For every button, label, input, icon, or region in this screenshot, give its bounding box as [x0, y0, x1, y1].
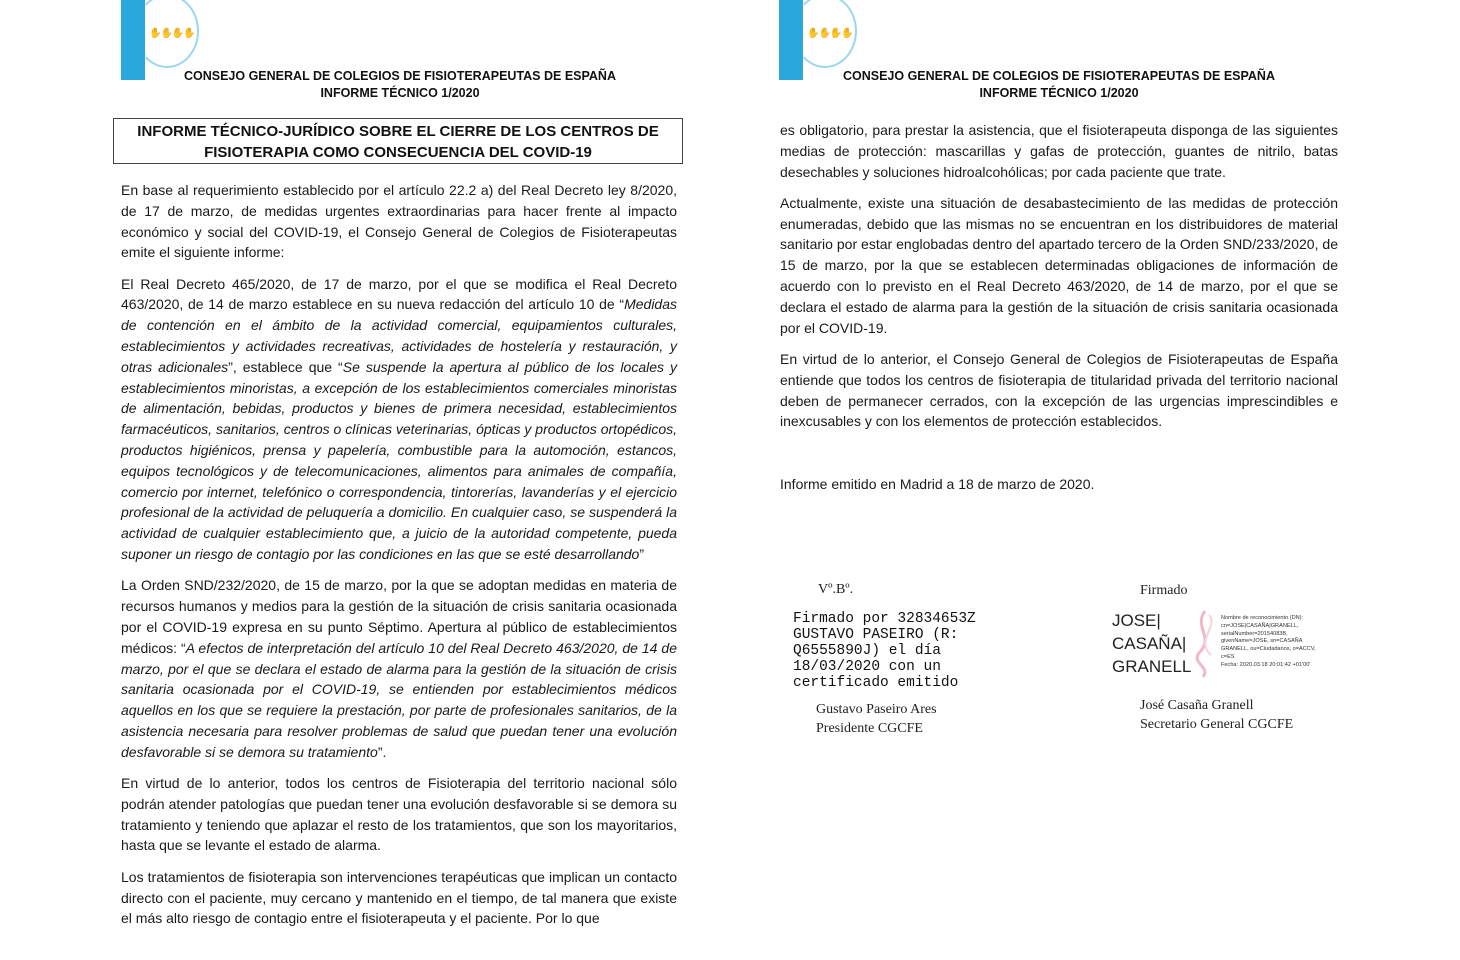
org-name: CONSEJO GENERAL DE COLEGIOS DE FISIOTERAPEUTAS DE ESPAÑA	[842, 69, 1275, 83]
signer-left	[816, 700, 937, 738]
paragraph-obligatorio: es obligatorio, para prestar la asistencia, que el fisioterapeuta disponga de las siguientes medias de protección: mascarillas y gafas de protección, guantes de nitrilo, batas desechables y soluciones hidroalcohólicas; por cada paciente que trate.	[780, 122, 1338, 180]
paragraph-desabastecimiento: Actualmente, existe una situación de desabastecimiento de las medidas de protección enumeradas, debido que las mismas no se encuentran en los distribuidores de material sanitario por estar englobadas dentro del apartado tercero de la Orden SND/233/2020, de 15 de marzo, por la que se establecen determinadas obligaciones de información de acuerdo con lo previsto en el Real Decreto 463/2020, de 14 de marzo, por el que se declara el estado de alarma para la gestión de la situación de crisis sanitaria ocasionada por el COVID-19.	[780, 194, 1338, 336]
signer-left-role: Presidente CGCFE	[816, 721, 923, 736]
report-title-line-1: INFORME TÉCNICO-JURÍDICO SOBRE EL CIERRE DE LOS CENTROS DE	[137, 123, 659, 140]
firmado-label: Firmado	[1140, 583, 1188, 598]
signature-mark-icon	[1185, 607, 1225, 679]
document-page-2	[730, 0, 1460, 960]
signature-stamp-name: JOSE| CASAÑA| GRANELL	[1112, 611, 1192, 676]
hands-icon: ✋✋✋✋	[149, 28, 195, 39]
page-1-body	[121, 180, 677, 940]
paragraph-conclusion: En virtud de lo anterior, el Consejo General de Colegios de Fisioterapeutas de España entiende que todos los centros de fisioterapia de titularidad privada del territorio nacional deben de permanecer cerrados, con la excepción de las urgencias imprescindibles e inexcusables y con los elementos de protección establecidos.	[780, 350, 1338, 430]
signer-left-name: Gustavo Paseiro Ares	[816, 702, 937, 717]
report-title-line-2: FISIOTERAPIA COMO CONSECUENCIA DEL COVID-19	[204, 144, 592, 161]
paragraph-virtud: En virtud de lo anterior, todos los centros de Fisioterapia del territorio nacional sólo podrán atender patologías que puedan tener una evolución desfavorable si se demora su tratamiento y teniendo que aplazar el resto de los tratamientos, que son los mayoritarios, hasta que se levante el estado de alarma.	[121, 775, 677, 854]
vobo-label: Vº.Bº.	[818, 582, 854, 597]
org-name: CONSEJO GENERAL DE COLEGIOS DE FISIOTERAPEUTAS DE ESPAÑA	[183, 69, 616, 83]
page-header	[160, 68, 640, 102]
paragraph-orden: La Orden SND/232/2020, de 15 de marzo, por la que se adoptan medidas en materia de recursos humanos y medios para la gestión de la situación de crisis sanitaria ocasionada por el COVID-19 expresa en su punto Séptimo. Apertura al público de establecimientos médicos: “A efectos de interpretación del artículo 10 del Real Decreto 463/2020, de 14 de marzo, por el que se declara el estado de alarma para la gestión de la situación de crisis sanitaria ocasionada por el COVID-19, se entienden por establecimientos médicos aquellos en los que se requiere la prestación, por parte de profesionales sanitarios, de la asistencia necesaria para resolver problemas de salud que puedan tener una evolución desfavorable si se demora su tratamiento”.	[121, 577, 677, 760]
paragraph-tratamientos: Los tratamientos de fisioterapia son intervenciones terapéuticas que implican un contacto directo con el paciente, muy cercano y mantenido en el tiempo, de tal manera que existe el más alto riesgo de contagio entre el fisioterapeuta y el paciente. Por lo que	[121, 868, 677, 927]
report-number: INFORME TÉCNICO 1/2020	[979, 86, 1139, 100]
issued-statement: Informe emitido en Madrid a 18 de marzo de 2020.	[780, 476, 1095, 492]
report-title-box	[113, 118, 683, 164]
signature-stamp-details: Nombre de reconocimiento (DN): cn=JOSE|CASAÑA|GRANELL, serialNumber=20154083B, givenName=JOSE, sn=CASAÑA GRANELL, ou=Ciudadanos, o=ACCV, c=ES Fecha: 2020.03.18 20:01:42 +01'00'	[1221, 615, 1316, 668]
page-2-body	[780, 120, 1338, 443]
signer-right	[1140, 696, 1293, 734]
paragraph-real-decreto: El Real Decreto 465/2020, de 17 de marzo, por el que se modifica el Real Decreto 463/2020, de 14 de marzo establece en su nueva redacción del artículo 10 de “Medidas de contención en el ámbito de la actividad comercial, equipamientos culturales, establecimientos y actividades recreativas, actividades de hostelería y restauración, y otras adicionales”, establece que “Se suspende la apertura al público de los locales y establecimientos minoristas, a excepción de los establecimientos comerciales minoristas de alimentación, bebidas, productos y bienes de primera necesidad, establecimientos farmacéuticos, sanitarios, centros o clínicas veterinarias, ópticas y productos ortopédicos, productos higiénicos, prensa y papelería, combustible para la automoción, estancos, equipos tecnológicos y de telecomunicaciones, alimentos para animales de compañía, comercio por internet, telefónico o correspondencia, tintorerías, lavanderías y el ejercicio profesional de la actividad de peluquería a domicilio. En cualquier caso, se suspenderá la actividad de cualquier establecimiento que, a juicio de la autoridad competente, pueda suponer un riesgo de contagio por las condiciones en las que se esté desarrollando”	[121, 275, 678, 563]
digital-signature-text: Firmado por 32834653Z GUSTAVO PASEIRO (R: Q6555890J) el día 18/03/2020 con un certificado emitido	[793, 611, 976, 691]
hands-icon: ✋✋✋✋	[807, 28, 853, 39]
page-header	[819, 68, 1299, 102]
paragraph-intro: En base al requerimiento establecido por el artículo 22.2 a) del Real Decreto ley 8/2020, de 17 de marzo, de medidas urgentes extraordinarias para hacer frente al impacto económico y social del COVID-19, el Consejo General de Colegios de Fisioterapeutas emite el siguiente informe:	[121, 182, 677, 261]
signer-right-name: José Casaña Granell	[1140, 698, 1254, 713]
signer-right-role: Secretario General CGCFE	[1140, 717, 1294, 732]
report-number: INFORME TÉCNICO 1/2020	[320, 86, 480, 100]
